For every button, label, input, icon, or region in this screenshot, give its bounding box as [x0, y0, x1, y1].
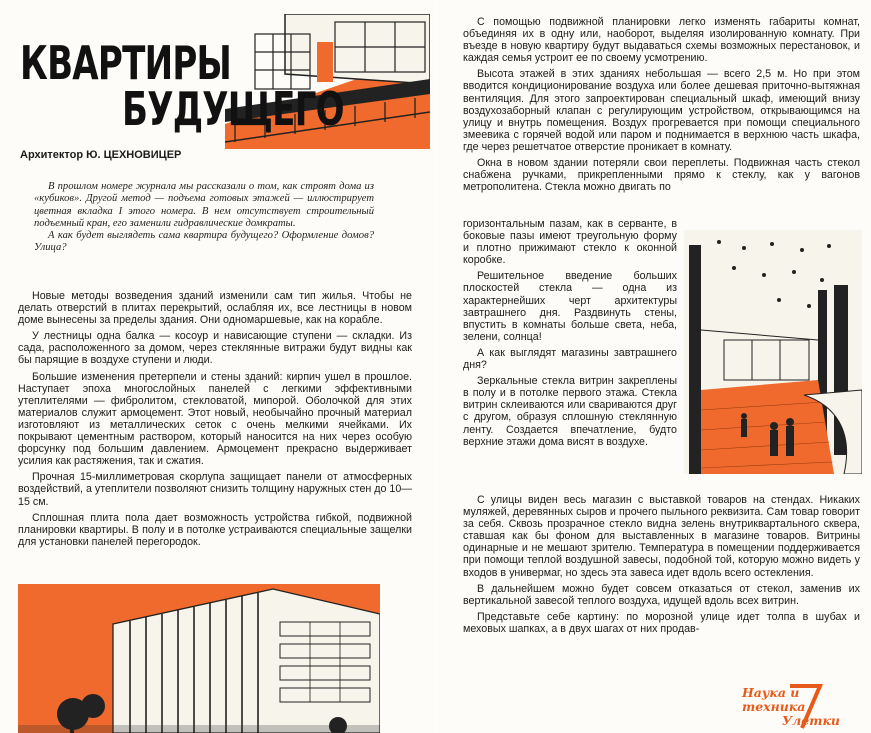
right-body-text-top [463, 16, 860, 197]
left-page [0, 0, 435, 733]
body-paragraph: С помощью подвижной планировки легко изменять габариты комнат, объединяя их в одну или, наоборот, выделяя изолированную комнату. При въезде в новую квартиру будут выдаваться схемы возможных перестановок, и каждая семья устроит ее по своему усмотрению. [463, 16, 860, 65]
body-paragraph: С улицы виден весь магазин с выставкой товаров на стендах. Никаких муляжей, деревянных сыров и прочего пыльного реквизита. Сам товар говорит за себя. Сквозь прозрачное стекло видна зелень внутриквартального сквера, ставшая как бы фоном для выставленных в магазине товаров. Витрины одинарные и не мешают зрителю. Температура в помещении поддерживается при помощи теплой воздушной завесы, подобной той, которую можно видеть у входов в универмаг, но здесь эта завеса идет вдоль всего остекления. [463, 494, 860, 579]
body-paragraph: горизонтальным пазам, как в серванте, в боковые пазы имеют треугольную форму и плотно прижимают стекло к оконной коробке. [463, 218, 677, 267]
body-paragraph: Сплошная плита пола дает возможность устройства гибкой, подвижной планировки квартиры. В полу и в потолке устраиваются специальные защелки для установки панелей перегородок. [18, 511, 412, 548]
title-line-2: БУДУЩЕГО [122, 82, 344, 136]
magazine-logo [742, 686, 864, 728]
author-byline: Архитектор Ю. ЦЕХНОВИЦЕР [20, 149, 182, 161]
body-paragraph: Представьте себе картину: по морозной улице идет толпа в шубах и меховых шапках, а в двух шагах от них продав- [463, 610, 860, 635]
body-paragraph: В дальнейшем можно будет совсем отказаться от стекол, заменив их вертикальной завесой теплого воздуха, идущей вдоль всех витрин. [463, 582, 860, 607]
body-paragraph: Зеркальные стекла витрин закреплены в полу и в потолке первого этажа. Стекла витрин склеиваются или свариваются друг с другом, образуя сплошную стеклянную ленту. Создается впечатление, будто верхние этажи дома висят в воздухе. [463, 375, 677, 448]
body-paragraph: Решительное введение больших плоскостей стекла — одна из характернейших черт архитектуры завтрашнего дня. Раздвинуть стены, впустить в комнаты больше света, неба, зелени, солнца! [463, 270, 677, 343]
body-paragraph: Окна в новом здании потеряли свои переплеты. Подвижная часть стекол снабжена ручками, прикрепленными прямо к стеклу, как у вагонов метрополитена. Стекла можно двигать по [463, 157, 860, 194]
body-paragraph: А как выглядят магазины завтрашнего дня? [463, 346, 677, 372]
body-paragraph: У лестницы одна балка — косоур и нависающие ступени — складки. Из сада, расположенного за домом, через стеклянные витражи будут видны как бы парящие в воздухе ступени и люди. [18, 330, 412, 367]
right-body-text-narrow [463, 218, 677, 452]
title-line-1: КВАРТИРЫ [20, 36, 232, 90]
right-page [436, 0, 871, 733]
logo-line-1: Наука и техника [742, 685, 806, 714]
body-paragraph: Прочная 15-миллиметровая скорлупа защищает панели от атмосферных воздействий, а утеплители позволяют снизить толщину наружных стен до 10—15 см. [18, 471, 412, 508]
intro-lead [34, 181, 374, 255]
intro-paragraph: А как будет выглядеть сама квартира будущего? Оформление домов? Улица? [34, 230, 374, 254]
body-paragraph: Большие изменения претерпели и стены зданий: кирпич ушел в прошлое. Наступает эпоха многослойных панелей с легкими эффективными утеплителями — фибролитом, стекловатой, мипорой. Оболочкой для этих материалов служит армоцемент. Этот новый, необычайно прочный материал изготовляют из металлических сеток с очень мелкими ячейками. Их покрывают цементным раствором, который наносится на них через особую форсунку под большим давлением. Армоцемент прекрасно выдерживает усилия как растяжения, так и сжатия. [18, 370, 412, 468]
intro-paragraph: В прошлом номере журнала мы рассказали о том, как строят дома из «кубиков». Другой метод — подъема готовых этажей — иллюстрирует цветная вкладка I этого номера. В нем отсутствует строительный подъемный кран, его заменили гидравлические домкраты. [34, 181, 374, 229]
logo-line-2: Улетки [782, 713, 841, 728]
building-illustration [18, 584, 380, 733]
left-body-text [18, 290, 412, 552]
store-interior-illustration [684, 230, 862, 474]
body-paragraph: Высота этажей в этих зданиях небольшая — всего 2,5 м. Но при этом вводится кондиционирование воздуха или более дешевая приточно-вытяжная вентиляция. Для этого запроектирован специальный шкаф, имеющий внизу воздухозаборный клапан с регулирующим устройством, открывающимся на улицу и внутрь помещения. Воздух прогревается при помощи специального змеевика с горячей водой или паром и поднимается в верхнюю часть шкафа, где через решетчатое отверстие проникает в комнату. [463, 68, 860, 153]
body-paragraph: Новые методы возведения зданий изменили сам тип жилья. Чтобы не делать отверстий в плитах перекрытий, ослабляя их, все лестницы в новом доме вынесены за пределы здания. Они одномаршевые, как на корабле. [18, 290, 412, 327]
right-body-text-bottom [463, 494, 860, 639]
